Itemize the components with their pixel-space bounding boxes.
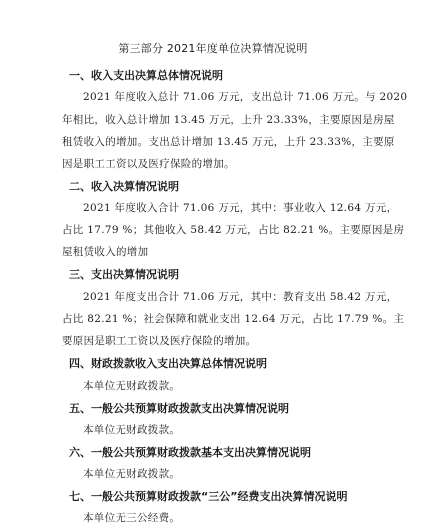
section-heading-6: 六、一般公共预算财政拨款基本支出决算情况说明 (69, 446, 311, 459)
paragraph-line: 占比 17.79 %；其他收入 58.42 万元，占比 82.21 %。主要原因是房 (62, 224, 405, 236)
section-heading-4: 四、财政拨款收入支出决算总体情况说明 (69, 357, 267, 370)
paragraph-line: 租赁收入的增加。支出总计增加 13.45 万元，上升 23.33%，主要原 (62, 136, 395, 148)
paragraph-line: 2021 年度支出合计 71.06 万元，其中：教育支出 58.42 万元， (83, 291, 398, 303)
paragraph-line: 本单位无财政拨款。 (83, 424, 181, 436)
paragraph-line: 因是职工工资以及医疗保险的增加。 (62, 158, 235, 170)
paragraph-line: 屋租赁收入的增加 (62, 246, 149, 258)
paragraph-line: 2021 年度收入总计 71.06 万元，支出总计 71.06 万元。与 2020 (83, 91, 408, 103)
paragraph-line: 2021 年度收入合计 71.06 万元，其中：事业收入 12.64 万元， (83, 202, 398, 214)
paragraph-line: 本单位无财政拨款。 (83, 380, 181, 392)
paragraph-line: 占比 82.21 %；社会保障和就业支出 12.64 万元，占比 17.79 %。主 (62, 313, 405, 325)
paragraph-line: 本单位无财政拨款。 (83, 468, 181, 480)
paragraph-line: 本单位无三公经费。 (83, 512, 181, 524)
page-title: 第三部分 2021年度单位决算情况说明 (118, 42, 308, 55)
section-heading-1: 一、收入支出决算总体情况说明 (69, 69, 223, 82)
section-heading-5: 五、一般公共预算财政拨款支出决算情况说明 (69, 402, 289, 415)
section-heading-2: 二、收入决算情况说明 (69, 180, 179, 193)
section-heading-7: 七、一般公共预算财政拨款“三公”经费支出决算情况说明 (69, 490, 348, 503)
section-heading-3: 三、支出决算情况说明 (69, 268, 179, 281)
paragraph-line: 要原因是职工工资以及医疗保险的增加。 (62, 335, 257, 347)
paragraph-line: 年相比，收入总计增加 13.45 万元，上升 23.33%，主要原因是房屋 (62, 114, 395, 126)
